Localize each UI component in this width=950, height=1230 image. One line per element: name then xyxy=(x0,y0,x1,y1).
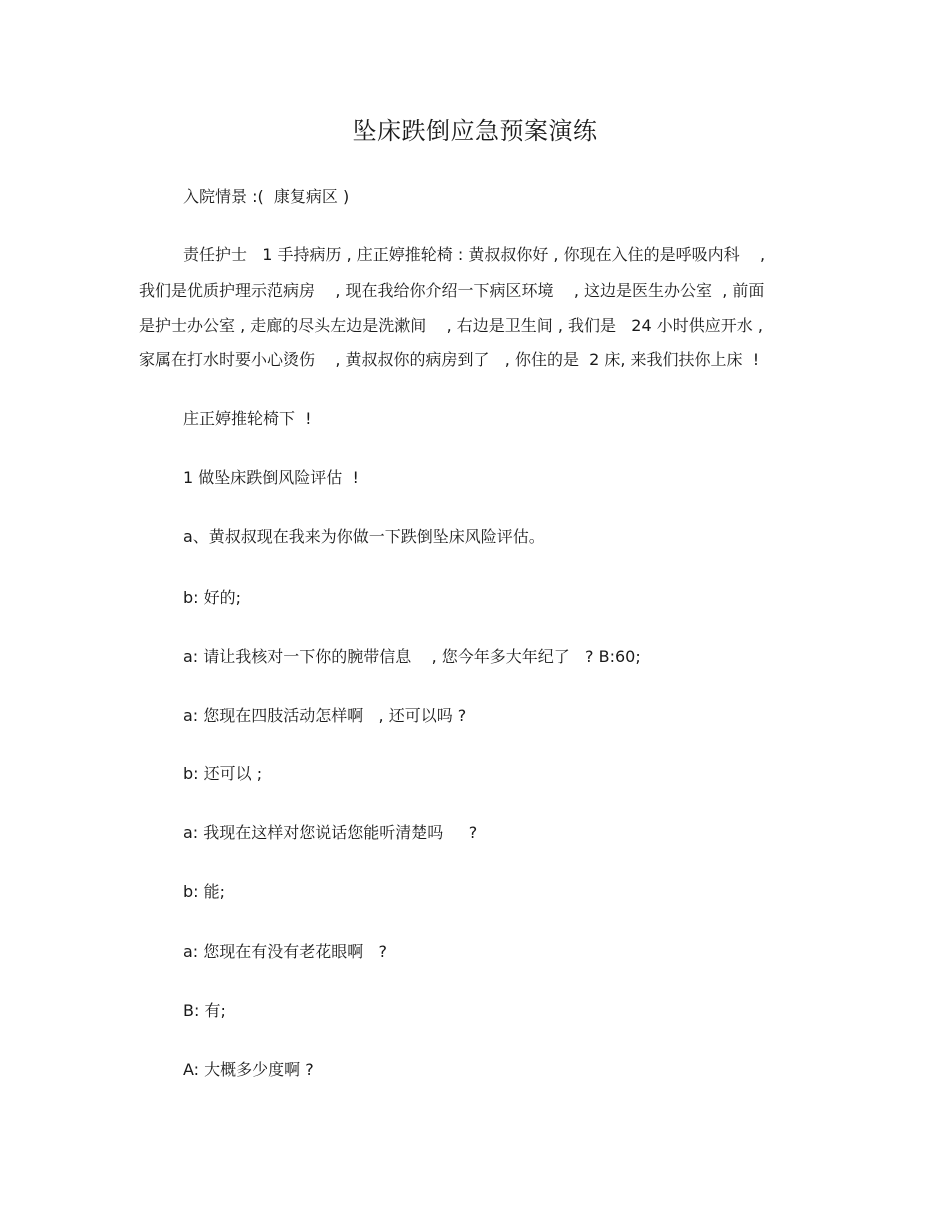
dialogue-line: a: 您现在四肢活动怎样啊 , 还可以吗 ? xyxy=(183,706,467,725)
step-heading: 1 做坠床跌倒风险评估 ! xyxy=(183,468,359,487)
setting-line: 入院情景 :( 康复病区 ) xyxy=(183,187,350,206)
intro-line-2: 我们是优质护理示范病房 , 现在我给你介绍一下病区环境 , 这边是医生办公室 , 前面 xyxy=(139,281,765,300)
dialogue-line: b: 能; xyxy=(183,882,226,901)
dialogue-line: b: 好的; xyxy=(183,588,242,607)
dialogue-line: a: 请让我核对一下你的腕带信息 , 您今年多大年纪了 ? B:60; xyxy=(183,647,641,666)
dialogue-line: a: 我现在这样对您说话您能听清楚吗 ? xyxy=(183,823,478,842)
intro-line-1: 责任护士 1 手持病历 , 庄正婷推轮椅 : 黄叔叔你好 , 你现在入住的是呼吸内科 , xyxy=(183,245,766,264)
intro-line-4: 家属在打水时要小心烫伤 , 黄叔叔你的病房到了 , 你住的是 2 床, 来我们扶你上床 ! xyxy=(139,350,760,369)
wheelchair-line: 庄正婷推轮椅下 ! xyxy=(183,409,312,428)
dialogue-line: B: 有; xyxy=(183,1001,226,1020)
dialogue-line: a: 您现在有没有老花眼啊 ? xyxy=(183,942,388,961)
document-title: 坠床跌倒应急预案演练 xyxy=(352,117,598,145)
dialogue-line: b: 还可以 ; xyxy=(183,764,263,783)
dialogue-line: a、黄叔叔现在我来为你做一下跌倒坠床风险评估。 xyxy=(183,527,545,546)
dialogue-line: A: 大概多少度啊 ? xyxy=(183,1060,314,1079)
intro-line-3: 是护士办公室 , 走廊的尽头左边是洗漱间 , 右边是卫生间 , 我们是 24 小时供应开水 , xyxy=(139,316,763,335)
